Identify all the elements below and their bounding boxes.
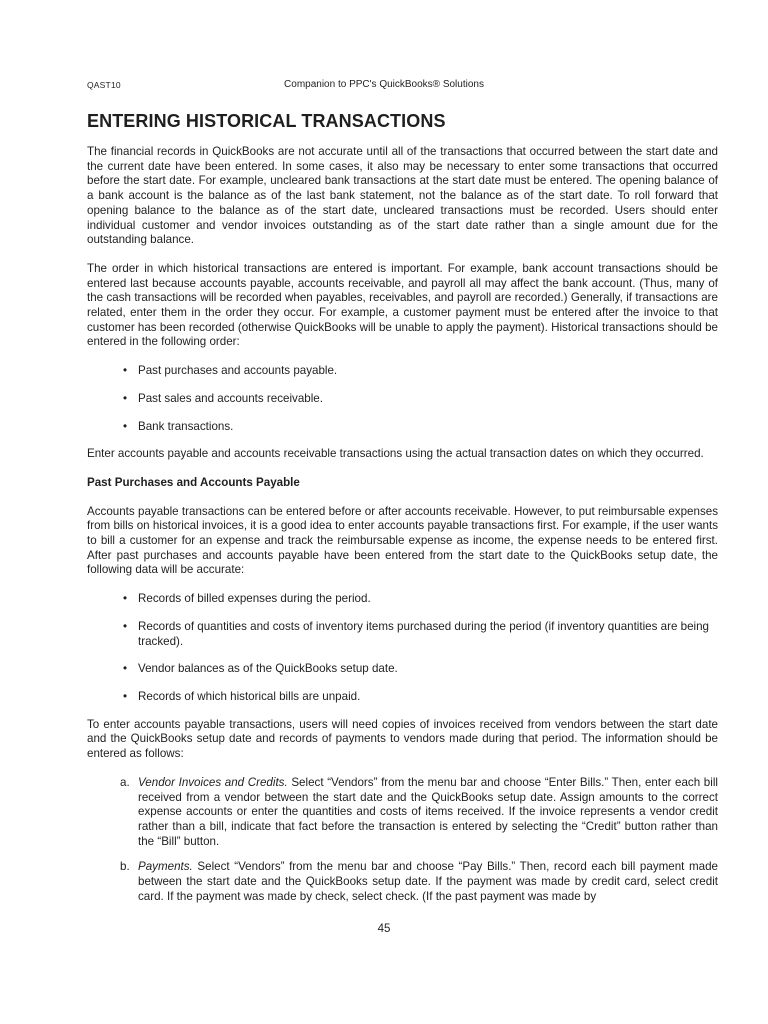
step-term: Vendor Invoices and Credits. <box>138 775 292 789</box>
paragraph-order: The order in which historical transactions are entered is important. For example, bank account transactions should be entered last because accounts payable, accounts receivable, and payroll all may affect the bank account. (Thus, many of the cash transactions will be recorded when payables, receivables, and payroll are recorded.) Generally, if transactions are related, enter them in the order they occur. For example, a customer payment must be entered after the invoice to that customer has been recorded (otherwise QuickBooks will be unable to apply the payment). Historical transactions should be entered in the following order: <box>87 261 718 349</box>
list-item: • Vendor balances as of the QuickBooks setup date. <box>123 662 398 676</box>
page-number: 45 <box>377 923 391 935</box>
list-item: • Records of which historical bills are unpaid. <box>123 689 361 703</box>
bullet-icon: • <box>123 419 128 433</box>
list-item: • Records of quantities and costs of inventory items purchased during the period (if inventory quantities are being tracked). <box>123 619 709 648</box>
step-item <box>120 860 718 904</box>
bullet-icon: • <box>123 364 128 378</box>
bullet-icon: • <box>123 619 128 633</box>
step-term: Payments. <box>138 860 198 874</box>
running-title: Companion to PPC's QuickBooks® Solutions <box>284 79 484 90</box>
page-title: ENTERING HISTORICAL TRANSACTIONS <box>87 111 446 131</box>
list-item: • Records of billed expenses during the period. <box>123 592 371 606</box>
paragraph-instructions: To enter accounts payable transactions, users will need copies of invoices received from vendors between the start date and the QuickBooks setup date and records of payments to vendors made during that period. The information should be entered as follows: <box>87 717 718 761</box>
bullet-icon: • <box>123 662 128 676</box>
list-item: • Past sales and accounts receivable. <box>123 391 323 405</box>
step-marker: a. <box>120 775 130 789</box>
bullet-icon: • <box>123 689 128 703</box>
steps-list <box>87 776 718 905</box>
paragraph-accounts-payable: Accounts payable transactions can be entered before or after accounts receivable. However, to put reimbursable expenses from bills on historical invoices, it is a good idea to enter accounts payable transactions first. For example, if the user wants to bill a customer for an expense and track the reimbursable expense as income, the expense needs to be entered first. After past purchases and accounts payable have been entered from the start date to the QuickBooks setup date, the following data will be accurate: <box>87 504 718 577</box>
paragraph-dates: Enter accounts payable and accounts receivable transactions using the actual transaction dates on which they occurred. <box>87 447 704 461</box>
section-heading: Past Purchases and Accounts Payable <box>87 475 300 489</box>
step-marker: b. <box>120 860 130 874</box>
step-text: Select “Vendors” from the menu bar and choose “Pay Bills.” Then, record each bill payment made between the start date and the QuickBooks setup date. If the payment was made by credit card, select credit card. If the payment was made by check, select check. (If the past payment was made by <box>138 860 719 903</box>
list-item: • Past purchases and accounts payable. <box>123 364 338 378</box>
bullet-icon: • <box>123 391 128 405</box>
list-item: • Bank transactions. <box>123 419 234 433</box>
order-list <box>87 364 718 434</box>
step-text: Select “Vendors” from the menu bar and choose “Enter Bills.” Then, enter each bill received from a vendor between the start date and the QuickBooks setup date. Assign amounts to the correct expense accounts or enter the quantities and costs of items received. If the invoice represents a vendor credit rather than a bill, indicate that fact before the transaction is entered by selecting the “Credit” button rather than the “Bill” button. <box>138 775 718 848</box>
accurate-data-list <box>87 592 718 705</box>
bullet-icon: • <box>123 592 128 606</box>
body-text <box>87 145 718 915</box>
paragraph-intro: The financial records in QuickBooks are not accurate until all of the transactions that occurred between the start date and the current date have been entered. In some cases, it also may be necessary to enter some transactions that occurred before the start date. For example, uncleared bank transactions at the start date must be entered. The opening balance of a bank account is the balance as of the last bank statement, not the balance as of the start date. To roll forward that opening balance to the balance as of the start date, uncleared transactions must be recorded. Users should enter individual customer and vendor invoices outstanding as of the start date rather than a single amount due for the outstanding balance. <box>87 145 718 247</box>
header-code: QAST10 <box>87 80 121 90</box>
step-item <box>120 776 718 850</box>
